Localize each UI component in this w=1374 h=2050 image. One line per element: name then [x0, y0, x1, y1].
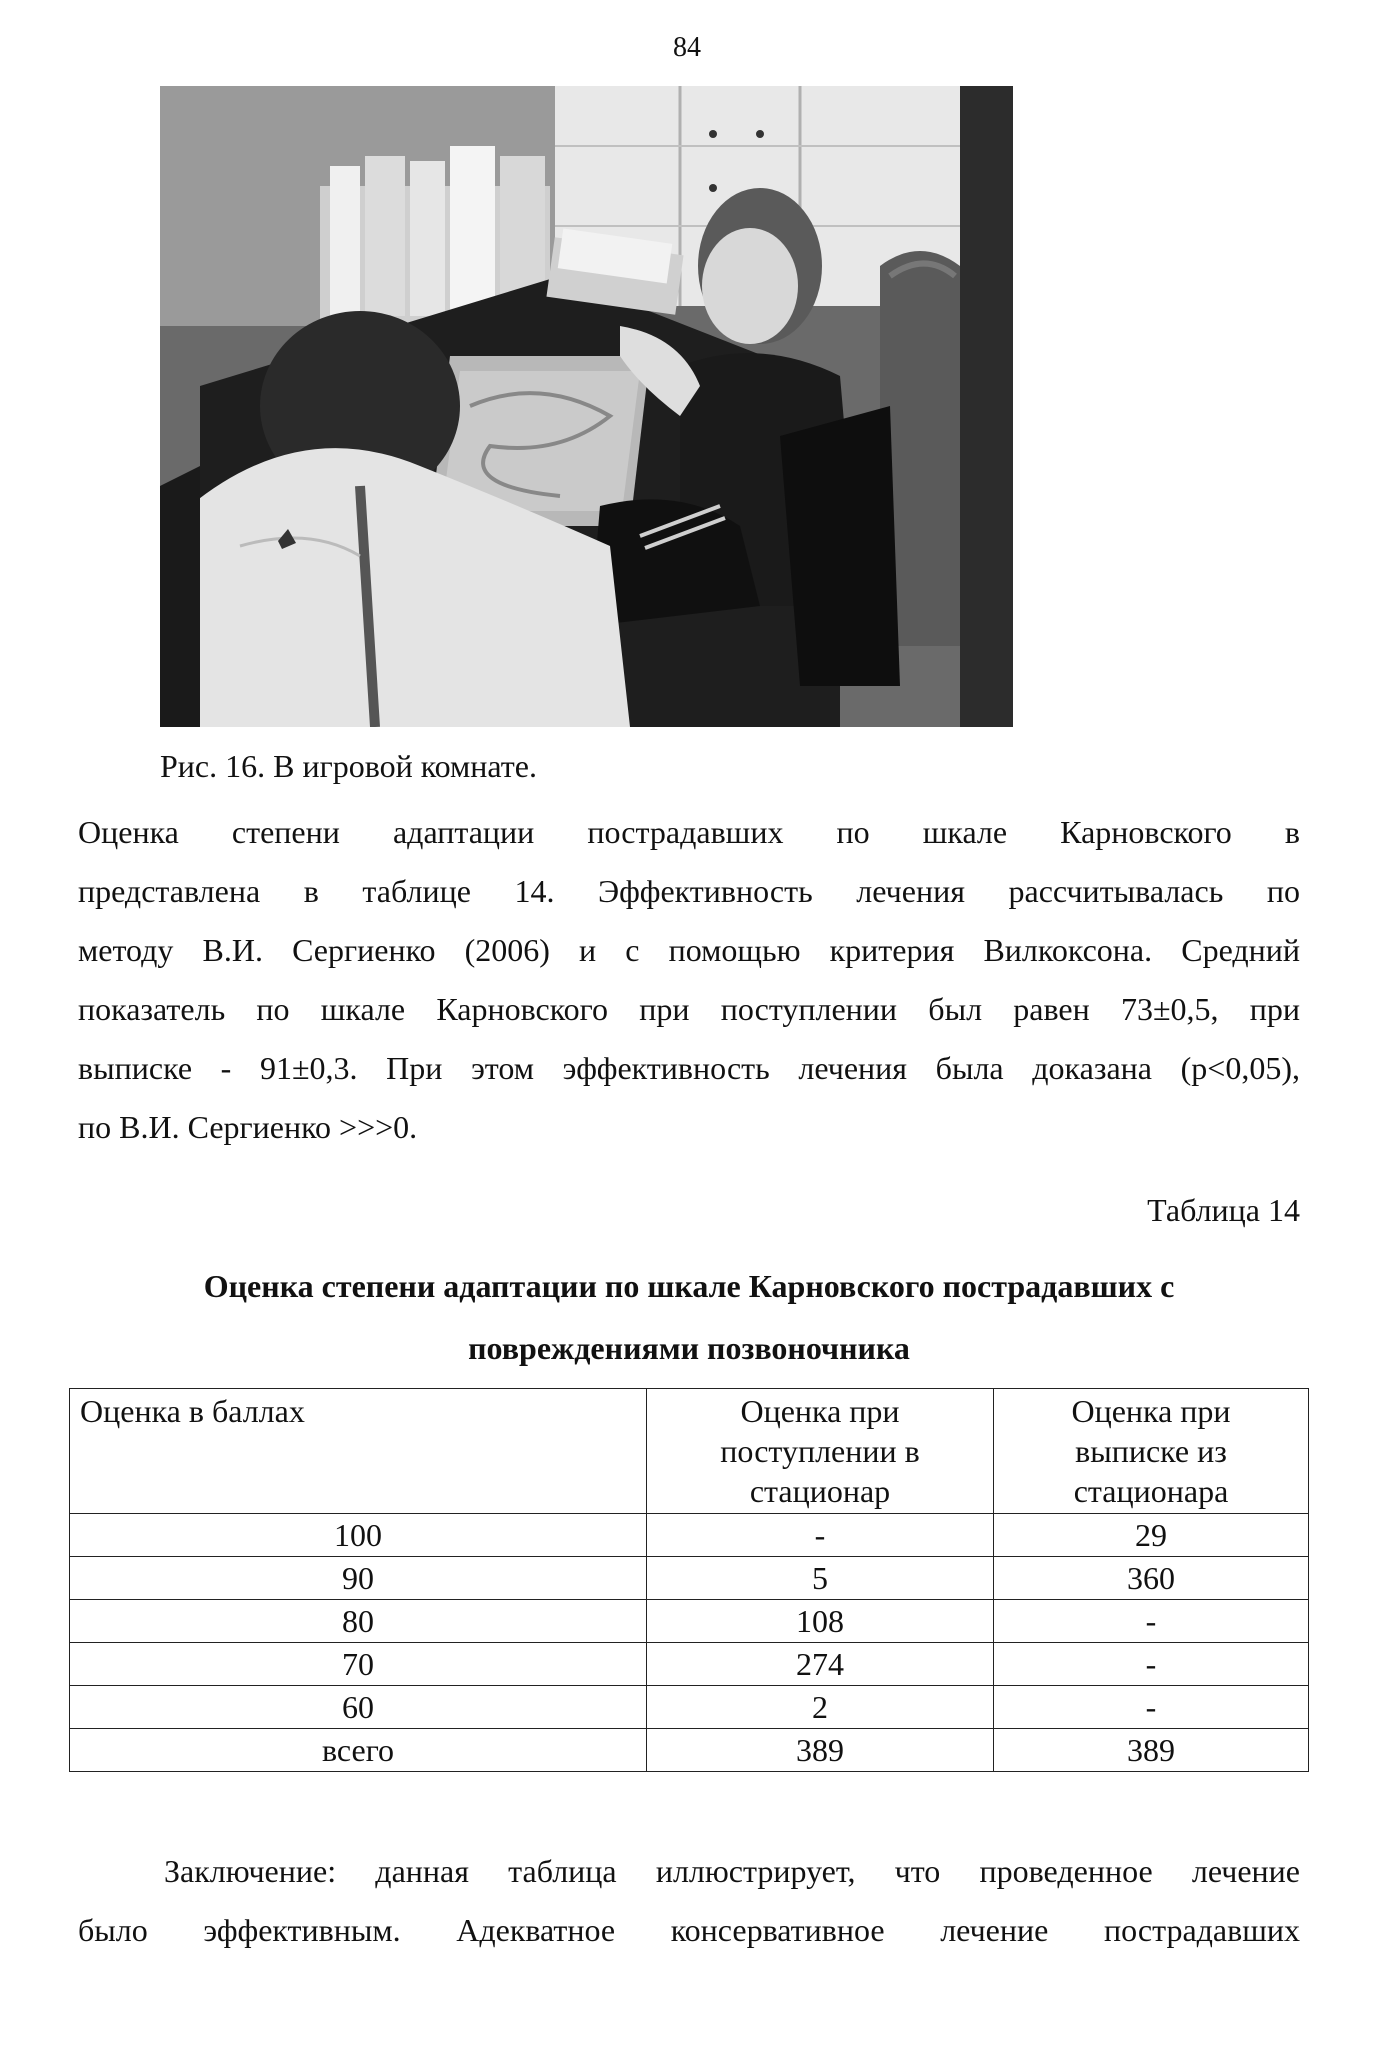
header-discharge	[994, 1389, 1309, 1514]
table-row	[70, 1557, 1309, 1600]
cell-discharge: 360	[994, 1557, 1309, 1600]
paragraph-karnofsky-assessment	[78, 803, 1300, 1159]
table-header-row	[70, 1389, 1309, 1514]
table-row	[70, 1600, 1309, 1643]
cell-admission: 5	[647, 1557, 994, 1600]
cell-admission: 274	[647, 1643, 994, 1686]
photo-children-in-playroom	[160, 86, 1013, 727]
cell-score: 90	[70, 1557, 647, 1600]
cell-discharge: -	[994, 1686, 1309, 1729]
paragraph-conclusion	[78, 1842, 1300, 1960]
cell-score: 100	[70, 1514, 647, 1557]
header-score	[70, 1389, 647, 1514]
page-number: 84	[673, 32, 701, 63]
cell-score: всего	[70, 1729, 647, 1772]
cell-discharge: -	[994, 1600, 1309, 1643]
paragraph-line: было эффективным. Адекватное консервативное лечение пострадавших	[78, 1912, 1300, 1948]
paragraph-line: Заключение: данная таблица иллюстрирует, что проведенное лечение	[164, 1853, 1300, 1889]
cell-score: 60	[70, 1686, 647, 1729]
cell-admission: -	[647, 1514, 994, 1557]
header-admission	[647, 1389, 994, 1514]
table-title-line: Оценка степени адаптации по шкале Карновского пострадавших с	[203, 1268, 1175, 1304]
cell-admission: 108	[647, 1600, 994, 1643]
header-text: выписке из	[1075, 1433, 1227, 1469]
table-row	[70, 1686, 1309, 1729]
paragraph-line: Оценка степени адаптации пострадавших по шкале Карновского в	[78, 814, 1300, 850]
table-label: Таблица 14	[1147, 1192, 1300, 1228]
paragraph-line: показатель по шкале Карновского при поступлении был равен 73±0,5, при	[78, 991, 1300, 1027]
cell-admission: 389	[647, 1729, 994, 1772]
table-title	[78, 1255, 1300, 1379]
cell-admission: 2	[647, 1686, 994, 1729]
header-text: Оценка при	[1071, 1393, 1231, 1429]
table-row	[70, 1643, 1309, 1686]
header-text: стационара	[1073, 1473, 1229, 1509]
cell-discharge: -	[994, 1643, 1309, 1686]
paragraph-line: представлена в таблице 14. Эффективность лечения рассчитывалась по	[78, 873, 1300, 909]
paragraph-line: по В.И. Сергиенко >>>0.	[78, 1109, 418, 1145]
cell-score: 80	[70, 1600, 647, 1643]
photo-illustration	[160, 86, 1013, 727]
table-row	[70, 1514, 1309, 1557]
header-text: Оценка при	[740, 1393, 900, 1429]
table-title-line: повреждениями позвоночника	[468, 1330, 910, 1366]
paragraph-line: выписке - 91±0,3. При этом эффективность лечения была доказана (p<0,05),	[78, 1050, 1300, 1086]
cell-discharge: 29	[994, 1514, 1309, 1557]
cell-score: 70	[70, 1643, 647, 1686]
cell-discharge: 389	[994, 1729, 1309, 1772]
figure-caption: Рис. 16. В игровой комнате.	[160, 748, 537, 784]
table-row-total	[70, 1729, 1309, 1772]
header-text: поступлении в	[720, 1433, 920, 1469]
header-text: Оценка в баллах	[80, 1393, 305, 1429]
paragraph-line: методу В.И. Сергиенко (2006) и с помощью критерия Вилкоксона. Средний	[78, 932, 1300, 968]
karnofsky-score-table	[69, 1388, 1309, 1772]
header-text: стационар	[749, 1473, 891, 1509]
